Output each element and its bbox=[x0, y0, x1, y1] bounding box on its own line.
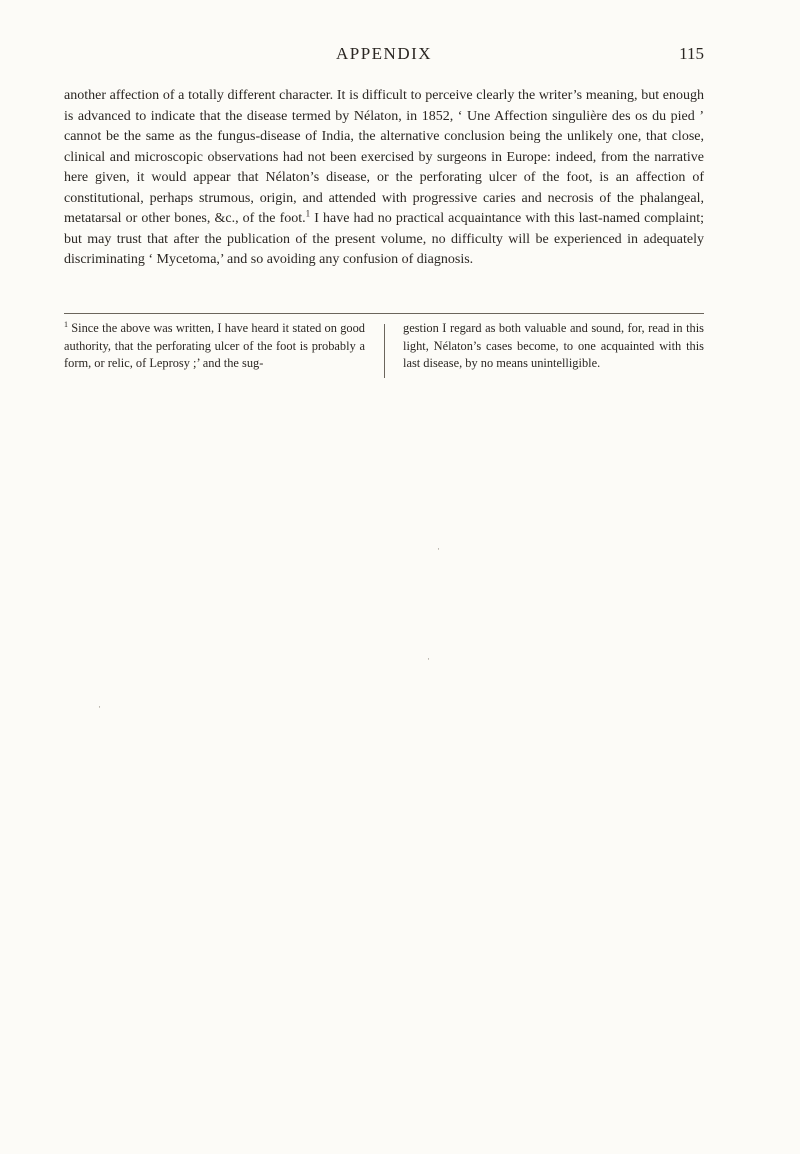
paper-speck: · bbox=[427, 654, 430, 664]
paper-speck: · bbox=[437, 544, 440, 554]
body-text-part-2: I have had no practical acquaintance with this last-named complaint; but may trust that after the publication of the present volume, no difficulty will be experienced in adequately discriminating ‘ Mycetoma,’ and so avoiding any confusion of diagnosis. bbox=[64, 211, 704, 267]
page-number: 115 bbox=[679, 44, 704, 63]
footnote-left-text: Since the above was written, I have heard it stated on good authority, that the perforating ulcer of the foot is probably a form, or relic, of Leprosy ;’ and the sug- bbox=[64, 321, 365, 370]
footnote-right-column bbox=[403, 320, 704, 373]
running-title: APPENDIX bbox=[335, 44, 433, 63]
footnote-left-column bbox=[64, 320, 365, 373]
paper-speck: · bbox=[98, 702, 101, 712]
footnote-marker: 1 bbox=[64, 319, 68, 329]
footnote bbox=[64, 320, 704, 390]
body-paragraph bbox=[64, 86, 704, 271]
footnote-rule bbox=[64, 313, 704, 314]
running-head bbox=[64, 44, 704, 68]
footnote-right-text: gestion I regard as both valuable and sound, for, read in this light, Nélaton’s cases become, to one acquainted with this last disease, by no means unintelligible. bbox=[403, 321, 704, 370]
column-divider bbox=[384, 324, 385, 378]
footnote-reference: 1 bbox=[305, 208, 311, 219]
body-text-part-1: another affection of a totally different character. It is difficult to perceive clearly the writer’s meaning, but enough is advanced to indicate that the disease termed by Nélaton, in 1852, ‘ Une Affection singulière des os du pied ’ cannot be the same as the fungus-disease of India, the alternative conclusion being the unlikely one, that close, clinical and microscopic observations had not been exercised by surgeons in Europe: indeed, from the narrative here given, it would appear that Nélaton’s disease, or the perforating ulcer of the foot, is an affection of constitutional, perhaps strumous, origin, and attended with progressive caries and necrosis of the phalangeal, metatarsal or other bones, &c., of the foot. bbox=[64, 88, 704, 226]
